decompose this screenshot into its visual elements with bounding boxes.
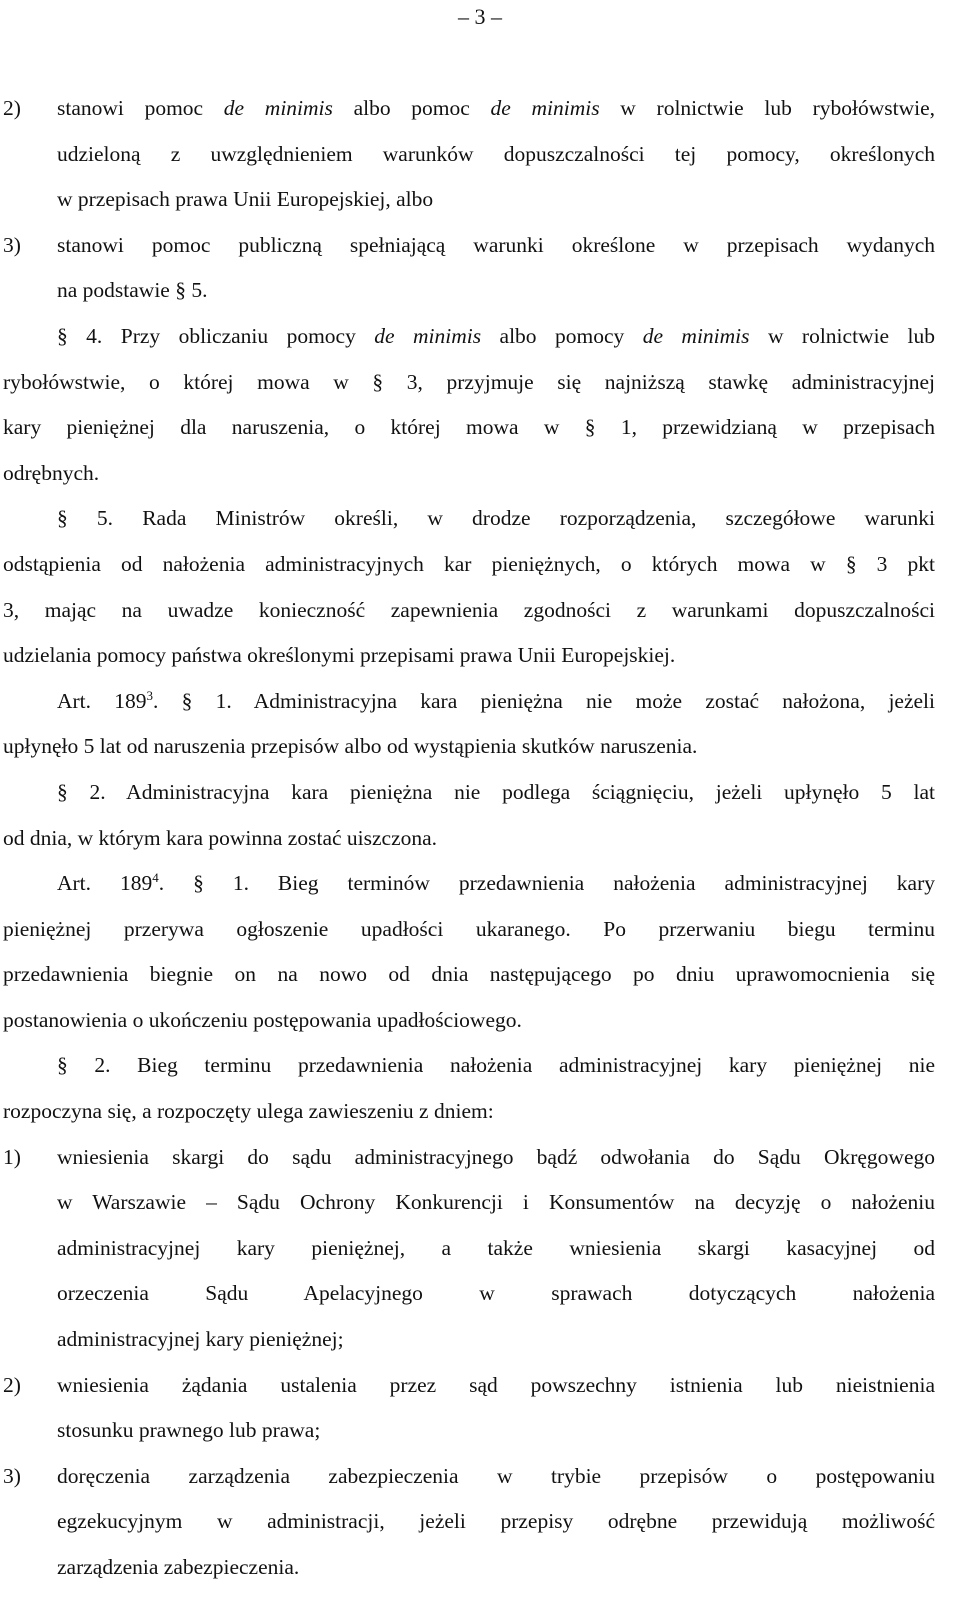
text-line: na podstawie § 5. bbox=[57, 278, 208, 303]
text-line: egzekucyjnym w administracji, jeżeli przepisy odrębne przewidują możliwość bbox=[57, 1509, 935, 1534]
text-run: stanowi pomoc bbox=[57, 96, 224, 120]
text-run: . § 1. Administracyjna kara pieniężna nie może zostać nałożona, jeżeli bbox=[153, 688, 935, 713]
article-189-3-line-1 bbox=[3, 679, 935, 725]
text-run: Art. 189 bbox=[57, 688, 147, 713]
text-run: albo pomoc bbox=[332, 96, 491, 120]
list-item-text: doręczenia zarządzenia zabezpieczenia w trybie przepisów o postępowaniu bbox=[57, 1463, 935, 1488]
italic-term: de minimis bbox=[374, 323, 482, 348]
paragraph-2-line-1: § 2. Bieg terminu przedawnienia nałożenia administracyjnej kary pieniężnej nie bbox=[57, 1053, 935, 1078]
italic-term: de minimis bbox=[642, 323, 750, 348]
paragraph-2-line-1: § 2. Administracyjna kara pieniężna nie podlega ściągnięciu, jeżeli upłynęło 5 lat bbox=[57, 779, 935, 804]
superscript: 4 bbox=[152, 869, 159, 885]
text-run: Art. 189 bbox=[57, 871, 153, 896]
list-item-1-line-1 bbox=[3, 1135, 935, 1181]
list-item-text bbox=[57, 86, 935, 132]
text-line: administracyjnej kary pieniężnej; bbox=[57, 1327, 344, 1352]
text-line: upłynęło 5 lat od naruszenia przepisów albo od wystąpienia skutków naruszenia. bbox=[3, 734, 698, 759]
text-line: rozpoczyna się, a rozpoczęty ulega zawieszeniu z dniem: bbox=[3, 1099, 494, 1124]
list-item-number: 1) bbox=[3, 1144, 21, 1169]
text-run: § 4. Przy obliczaniu pomocy bbox=[57, 323, 375, 348]
article-189-4-line-1 bbox=[3, 861, 935, 907]
text-line: orzeczenia Sądu Apelacyjnego w sprawach dotyczących nałożenia bbox=[57, 1281, 935, 1306]
text-run: w rolnictwie lub bbox=[749, 323, 935, 348]
paragraph-5-line-1: § 5. Rada Ministrów określi, w drodze rozporządzenia, szczegółowe warunki bbox=[57, 506, 935, 531]
text-line: 3, mając na uwadze konieczność zapewnienia zgodności z warunkami dopuszczalności bbox=[3, 597, 935, 622]
text-line: w Warszawie – Sądu Ochrony Konkurencji i Konsumentów na decyzję o nałożeniu bbox=[57, 1190, 935, 1215]
text-line: stosunku prawnego lub prawa; bbox=[57, 1418, 321, 1443]
document-body bbox=[3, 86, 935, 1591]
text-line: administracyjnej kary pieniężnej, a także wniesienia skargi kasacyjnej od bbox=[57, 1235, 935, 1260]
text-line: udzieloną z uwzględnieniem warunków dopuszczalności tej pomocy, określonych bbox=[57, 141, 935, 166]
text-run: . § 1. Bieg terminów przedawnienia nałożenia administracyjnej kary bbox=[158, 871, 935, 896]
superscript: 3 bbox=[146, 687, 154, 703]
text-line: od dnia, w którym kara powinna zostać uiszczona. bbox=[3, 825, 438, 850]
list-item-2-line-1 bbox=[3, 1363, 935, 1409]
text-line: postanowienia o ukończeniu postępowania upadłościowego. bbox=[3, 1007, 522, 1032]
text-line: odrębnych. bbox=[3, 460, 100, 485]
list-item-number: 3) bbox=[3, 232, 21, 257]
page-number: – 3 – bbox=[458, 4, 502, 29]
list-item-number: 2) bbox=[3, 1372, 21, 1397]
text-line: kary pieniężnej dla naruszenia, o której mowa w § 1, przewidzianą w przepisach bbox=[3, 415, 935, 440]
paragraph-4-line-1 bbox=[3, 314, 935, 360]
list-item-number: 2) bbox=[3, 96, 21, 120]
list-item-3-line-1 bbox=[3, 1454, 935, 1500]
italic-term: de minimis bbox=[223, 96, 333, 120]
list-item-text: stanowi pomoc publiczną spełniającą warunki określone w przepisach wydanych bbox=[57, 232, 935, 257]
text-line: zarządzenia zabezpieczenia. bbox=[57, 1555, 300, 1579]
list-item-3-line-1 bbox=[3, 223, 935, 269]
text-line: pieniężnej przerywa ogłoszenie upadłości ukaranego. Po przerwaniu biegu terminu bbox=[3, 916, 935, 941]
text-line: rybołówstwie, o której mowa w § 3, przyjmuje się najniższą stawkę administracyjnej bbox=[3, 369, 935, 394]
list-item-text: wniesienia skargi do sądu administracyjnego bądź odwołania do Sądu Okręgowego bbox=[57, 1144, 935, 1169]
text-line: odstąpienia od nałożenia administracyjnych kar pieniężnych, o których mowa w § 3 pkt bbox=[3, 551, 935, 576]
text-line: przedawnienia biegnie on na nowo od dnia następującego po dniu uprawomocnienia się bbox=[3, 962, 935, 987]
text-line: udzielania pomocy państwa określonymi przepisami prawa Unii Europejskiej. bbox=[3, 643, 676, 668]
list-item-text: wniesienia żądania ustalenia przez sąd powszechny istnienia lub nieistnienia bbox=[57, 1372, 935, 1397]
text-run: w rolnictwie lub rybołówstwie, bbox=[599, 96, 935, 120]
text-line: w przepisach prawa Unii Europejskiej, albo bbox=[57, 187, 434, 212]
list-item-2-line-1 bbox=[3, 86, 935, 132]
text-run: albo pomocy bbox=[481, 323, 643, 348]
list-item-number: 3) bbox=[3, 1463, 21, 1488]
italic-term: de minimis bbox=[490, 96, 600, 120]
